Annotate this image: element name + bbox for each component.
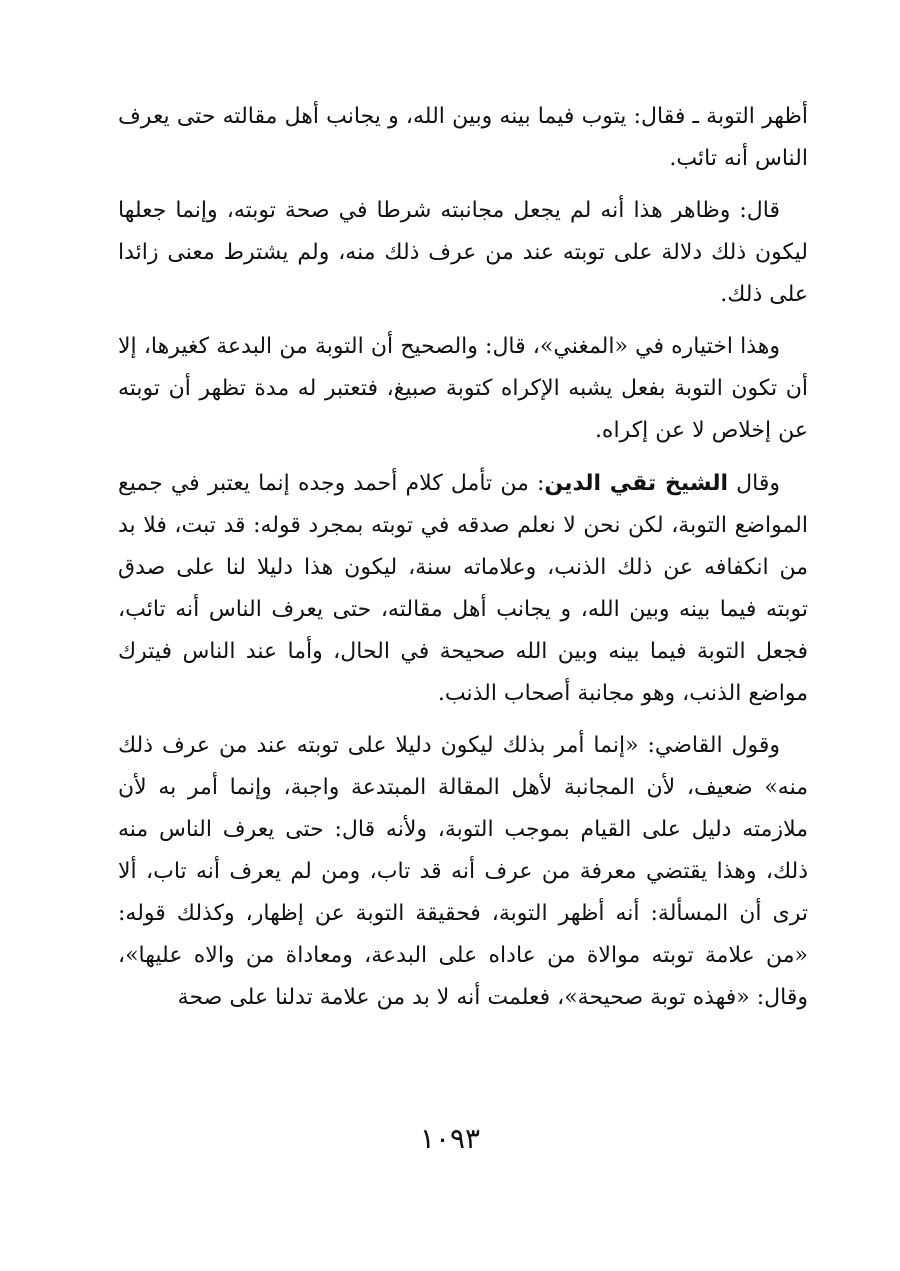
paragraph-3-text: وهذا اختياره في «المغني»، قال: والصحيح أن التوبة من البدعة كغيرها، إلا أن تكون التوبة بفعل يشبه الإكراه كتوبة صبيغ، فتعتبر له مدة تظهر أن توبته عن إخلاص لا عن إكراه. [118,334,808,443]
paragraph-5 [118,725,808,1019]
paragraph-5-text: وقول القاضي: «إنما أمر بذلك ليكون دليلا على توبته عند من عرف ذلك منه» ضعيف، لأن المجانبة لأهل المقالة المبتدعة واجبة، وإنما أمر به لأن ملازمته دليل على القيام بموجب التوبة، ولأنه قال: حتى يعرف الناس منه ذلك، وهذا يقتضي معرفة من عرف أنه قد تاب، ومن لم يعرف أنه تاب، ألا ترى أن المسألة: أنه أظهر التوبة، فحقيقة التوبة عن إظهار، وكذلك قوله: «من علامة توبته موالاة من عاداه على البدعة، ومعاداة من والاه عليها»، وقال: «فهذه توبة صحيحة»، فعلمت أنه لا بد من علامة تدلنا على صحة [118,733,808,1010]
paragraph-4-lead: وقال [728,471,780,496]
page-number: ١٠٩٣ [419,1122,481,1155]
paragraph-4 [118,462,808,715]
paragraph-2 [118,190,808,316]
paragraph-3 [118,326,808,452]
page-body [118,96,808,1019]
paragraph-1-text: أظهر التوبة ـ فقال: يتوب فيما بينه وبين الله، و يجانب أهل مقالته حتى يعرف الناس أنه تائب. [118,104,808,171]
paragraph-4-text: : من تأمل كلام أحمد وجده إنما يعتبر في جميع المواضع التوبة، لكن نحن لا نعلم صدقه في توبته بمجرد قوله: قد تبت، فلا بد من انكفافه عن ذلك الذنب، وعلاماته سنة، ليكون هذا دليلا لنا على صدق توبته فيما بينه وبين الله، و يجانب أهل مقالته، حتى يعرف الناس أنه تائب، فجعل التوبة فيما بينه وبين الله صحيحة في الحال، وأما عند الناس فيترك مواضع الذنب، وهو مجانبة أصحاب الذنب. [118,471,808,706]
paragraph-4-author-name: الشيخ تقي الدين [544,470,729,496]
paragraph-2-text: قال: وظاهر هذا أنه لم يجعل مجانبته شرطا في صحة توبته، وإنما جعلها ليكون ذلك دلالة على توبته عند من عرف ذلك منه، ولم يشترط معنى زائدا على ذلك. [118,198,808,307]
paragraph-1 [118,96,808,180]
